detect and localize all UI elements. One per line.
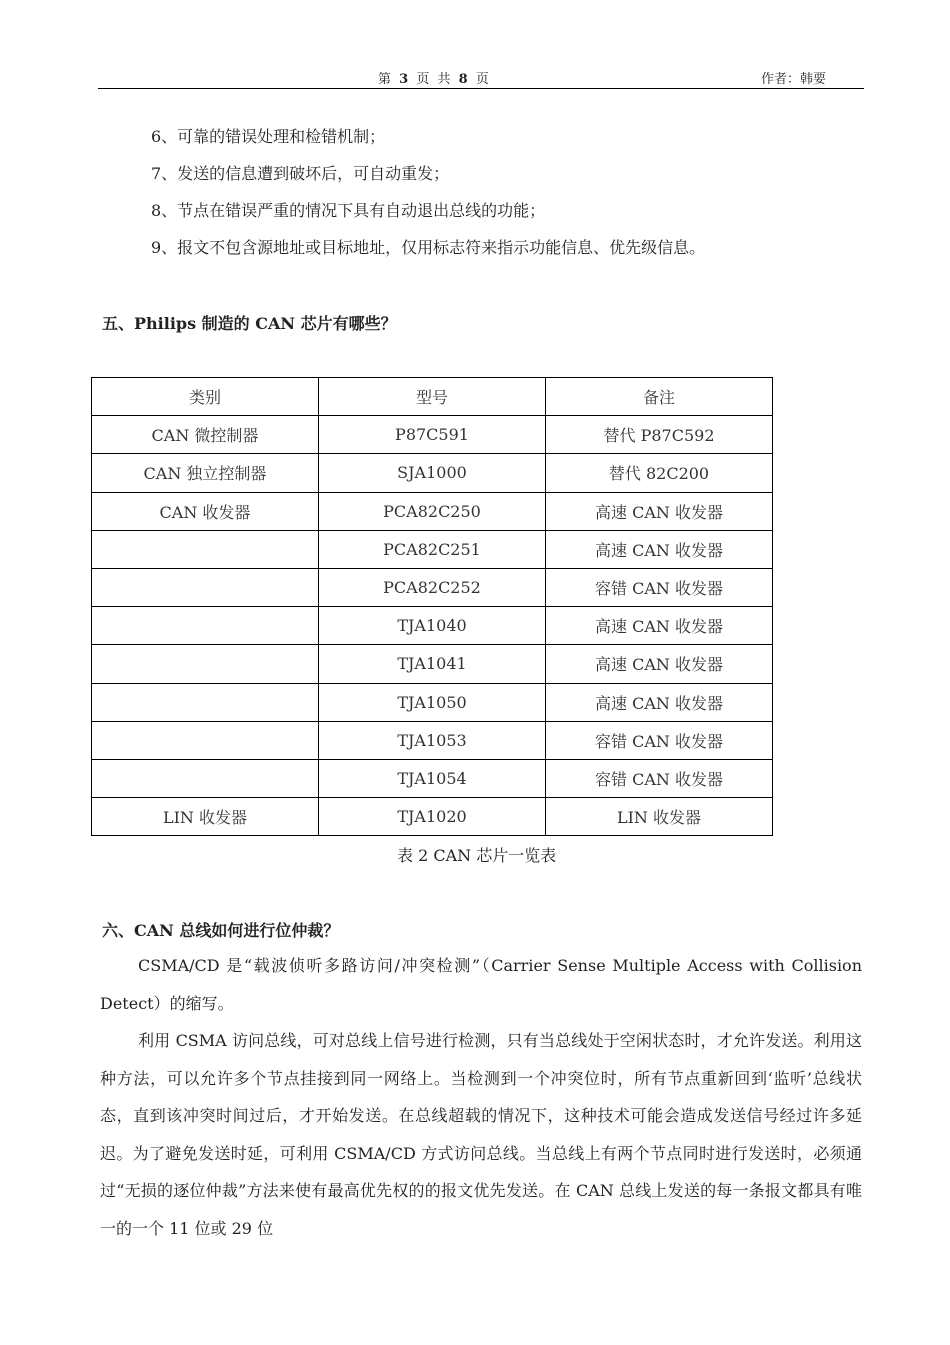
- column-header: 型号: [319, 378, 546, 416]
- page-prefix: 第: [378, 72, 394, 87]
- table-cell: [92, 683, 319, 721]
- table-cell: 高速 CAN 收发器: [546, 530, 773, 568]
- table-row: [92, 530, 773, 568]
- table-row: [92, 416, 773, 454]
- chip-table: [91, 377, 773, 836]
- section-heading: 六、CAN 总线如何进行位仲裁？: [102, 921, 340, 940]
- list-item: 7、发送的信息遭到破坏后，可自动重发；: [151, 164, 450, 183]
- table-cell: [92, 530, 319, 568]
- table-row: [92, 492, 773, 530]
- table-cell: LIN 收发器: [546, 798, 773, 836]
- table-cell: TJA1020: [319, 798, 546, 836]
- column-header: 类别: [92, 378, 319, 416]
- table-row: [92, 721, 773, 759]
- table-row: [92, 568, 773, 606]
- section-heading: 五、Philips 制造的 CAN 芯片有哪些？: [102, 314, 397, 333]
- page-current: 3: [399, 72, 411, 87]
- table-cell: TJA1050: [319, 683, 546, 721]
- table-cell: LIN 收发器: [92, 798, 319, 836]
- author: 作者：韩要: [760, 72, 826, 87]
- table-cell: [92, 759, 319, 797]
- table-header-row: [92, 378, 773, 416]
- list-item: 9、报文不包含源地址或目标地址，仅用标志符来指示功能信息、优先级信息。: [151, 238, 706, 257]
- table-cell: 高速 CAN 收发器: [546, 492, 773, 530]
- table-row: [92, 759, 773, 797]
- paragraph: CSMA/CD 是“载波侦听多路访问/冲突检测”（Carrier Sense Multiple Access with Collision Detect）的缩写。: [100, 956, 862, 1013]
- table-cell: 容错 CAN 收发器: [546, 759, 773, 797]
- table-cell: TJA1054: [319, 759, 546, 797]
- table-cell: PCA82C252: [319, 568, 546, 606]
- table-cell: TJA1040: [319, 607, 546, 645]
- table-row: [92, 645, 773, 683]
- table-row: [92, 454, 773, 492]
- table-cell: 替代 82C200: [546, 454, 773, 492]
- page-header: [98, 66, 864, 89]
- table-cell: CAN 微控制器: [92, 416, 319, 454]
- table-cell: [92, 645, 319, 683]
- table-row: [92, 798, 773, 836]
- page-number: [378, 68, 491, 87]
- table-cell: TJA1041: [319, 645, 546, 683]
- page-mid: 页 共: [416, 72, 453, 87]
- table-row: [92, 607, 773, 645]
- table-cell: 高速 CAN 收发器: [546, 683, 773, 721]
- list-item: 6、可靠的错误处理和检错机制；: [151, 127, 386, 146]
- table-cell: TJA1053: [319, 721, 546, 759]
- table-row: [92, 683, 773, 721]
- page-total: 8: [458, 72, 470, 87]
- table-cell: PCA82C251: [319, 530, 546, 568]
- table-cell: CAN 收发器: [92, 492, 319, 530]
- table-cell: 高速 CAN 收发器: [546, 645, 773, 683]
- column-header: 备注: [546, 378, 773, 416]
- table-cell: SJA1000: [319, 454, 546, 492]
- table-cell: PCA82C250: [319, 492, 546, 530]
- table-cell: CAN 独立控制器: [92, 454, 319, 492]
- list-item: 8、节点在错误严重的情况下具有自动退出总线的功能；: [151, 201, 546, 220]
- table-caption: 表 2 CAN 芯片一览表: [397, 846, 557, 865]
- table-cell: [92, 568, 319, 606]
- table-cell: 高速 CAN 收发器: [546, 607, 773, 645]
- table-cell: 替代 P87C592: [546, 416, 773, 454]
- table-cell: P87C591: [319, 416, 546, 454]
- table-cell: 容错 CAN 收发器: [546, 568, 773, 606]
- page-suffix: 页: [475, 72, 491, 87]
- paragraph: 利用 CSMA 访问总线，可对总线上信号进行检测，只有当总线处于空闲状态时，才允许发送。利用这种方法，可以允许多个节点挂接到同一网络上。当检测到一个冲突位时，所有节点重新回到‘监听’总线状态，直到该冲突时间过后，才开始发送。在总线超载的情况下，这种技术可能会造成发送信号经过许多延迟。为了避免发送时延，可利用 CSMA/CD 方式访问总线。当总线上有两个节点同时进行发送时，必须通过“无损的逐位仲裁”方法来使有最高优先权的的报文优先发送。在 CAN 总线上发送的每一条报文都具有唯一的一个 11 位或 29 位: [100, 1031, 862, 1238]
- table-cell: [92, 721, 319, 759]
- table-cell: 容错 CAN 收发器: [546, 721, 773, 759]
- table-cell: [92, 607, 319, 645]
